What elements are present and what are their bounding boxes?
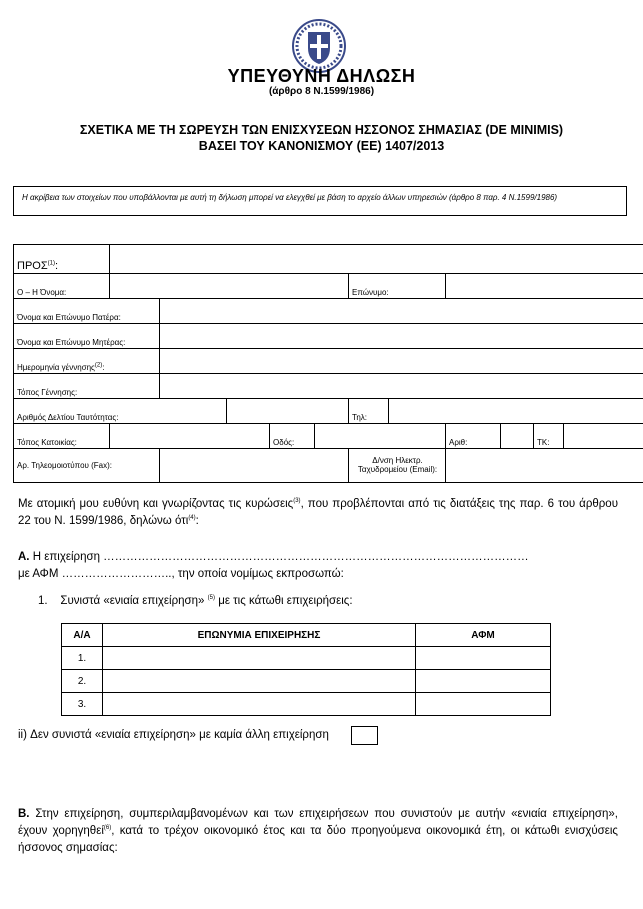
birthplace-label: Τόπος Γέννησης: bbox=[14, 374, 160, 399]
table-row bbox=[62, 670, 551, 693]
no-single-enterprise-checkbox[interactable] bbox=[351, 726, 378, 745]
company-name-cell[interactable] bbox=[103, 670, 416, 693]
fax-field[interactable] bbox=[160, 449, 349, 483]
section-a-item-2: ii) Δεν συνιστά «ενιαία επιχείρηση» με καμία άλλη επιχείρηση bbox=[18, 729, 329, 741]
email-field[interactable] bbox=[446, 449, 643, 483]
email-label: Δ/νση Ηλεκτρ. Ταχυδρομείου (Email): bbox=[349, 449, 446, 483]
to-field[interactable] bbox=[110, 245, 643, 274]
subject-line-1: ΣΧΕΤΙΚΑ ΜΕ ΤΗ ΣΩΡΕΥΣΗ ΤΩΝ ΕΝΙΣΧΥΣΕΩΝ ΗΣΣΟΝΟΣ ΣΗΜΑΣΙΑΣ (DE MINIMIS) bbox=[79, 123, 564, 137]
vat-cell[interactable] bbox=[416, 647, 551, 670]
row-number: 1. bbox=[62, 647, 103, 670]
mother-name-label: Όνομα και Επώνυμο Μητέρας: bbox=[14, 324, 160, 349]
street-label: Οδός: bbox=[270, 424, 315, 449]
single-enterprise-table bbox=[61, 623, 551, 716]
name-label: Ο – Η Όνομα: bbox=[14, 274, 110, 299]
subject-line-2: ΒΑΣΕΙ ΤΟΥ ΚΑΝΟΝΙΣΜΟΥ (ΕΕ) 1407/2013 bbox=[198, 139, 445, 153]
row-number: 3. bbox=[62, 693, 103, 716]
street-field[interactable] bbox=[315, 424, 446, 449]
birthdate-label: Ημερομηνία γέννησης$^{(2)}$: bbox=[14, 349, 160, 374]
name-field[interactable] bbox=[110, 274, 349, 299]
zip-label: ΤΚ: bbox=[534, 424, 564, 449]
id-number-label: Αριθμός Δελτίου Ταυτότητας: bbox=[14, 399, 227, 424]
document-subject bbox=[0, 122, 643, 154]
birthplace-field[interactable] bbox=[160, 374, 643, 399]
phone-field[interactable] bbox=[389, 399, 643, 424]
number-label: Αριθ: bbox=[446, 424, 501, 449]
table-row bbox=[62, 647, 551, 670]
vat-cell[interactable] bbox=[416, 693, 551, 716]
verification-notice: Η ακρίβεια των στοιχείων που υποβάλλονται με αυτή τη δήλωση μπορεί να ελεγχθεί με βάση το αρχείο άλλων υπηρεσιών (άρθρο 8 παρ. 4 Ν.1599/1986) bbox=[13, 186, 627, 216]
surname-field[interactable] bbox=[446, 274, 643, 299]
surname-label: Επώνυμο: bbox=[349, 274, 446, 299]
row-number: 2. bbox=[62, 670, 103, 693]
father-name-label: Όνομα και Επώνυμο Πατέρα: bbox=[14, 299, 160, 324]
residence-label: Τόπος Κατοικίας: bbox=[14, 424, 110, 449]
number-field[interactable] bbox=[501, 424, 534, 449]
id-number-field[interactable] bbox=[227, 399, 349, 424]
zip-field[interactable] bbox=[564, 424, 643, 449]
section-a-company: A. Η επιχείρηση ………………………………………………………………………………………………… με ΑΦΜ ……………………….., την οποία νομίμως εκπροσωπώ: bbox=[18, 551, 529, 580]
section-a-item-1: 1. Συνιστά «ενιαία επιχείρηση» $^{(5)}$ με τις κάτωθι επιχειρήσεις: bbox=[38, 595, 353, 607]
mother-name-field[interactable] bbox=[160, 324, 643, 349]
col-header-company-name: ΕΠΩΝΥΜΙΑ ΕΠΙΧΕΙΡΗΣΗΣ bbox=[103, 624, 416, 647]
father-name-field[interactable] bbox=[160, 299, 643, 324]
col-header-vat: ΑΦΜ bbox=[416, 624, 551, 647]
phone-label: Τηλ: bbox=[349, 399, 389, 424]
declaration-paragraph: Με ατομική μου ευθύνη και γνωρίζοντας τις κυρώσεις$^{(3)}$, που προβλέπονται από τις διατάξεις της παρ. 6 του άρθρου 22 του Ν. 1599/1986, δηλώνω ότι$^{(4)}$: bbox=[18, 498, 618, 527]
vat-cell[interactable] bbox=[416, 670, 551, 693]
to-label: ΠΡΟΣ$^{(1)}$: bbox=[14, 245, 110, 274]
personal-details-form bbox=[13, 244, 643, 483]
document-title: ΥΠΕΥΘΥΝΗ ΔΗΛΩΣΗ bbox=[227, 66, 416, 86]
birthdate-field[interactable] bbox=[160, 349, 643, 374]
residence-field[interactable] bbox=[110, 424, 270, 449]
document-subtitle: (άρθρο 8 Ν.1599/1986) bbox=[268, 86, 375, 97]
fax-label: Αρ. Τηλεομοιοτύπου (Fax): bbox=[14, 449, 160, 483]
col-header-aa: Α/Α bbox=[62, 624, 103, 647]
company-name-cell[interactable] bbox=[103, 693, 416, 716]
company-name-cell[interactable] bbox=[103, 647, 416, 670]
section-b-paragraph: B. Στην επιχείρηση, συμπεριλαμβανομένων και των επιχειρήσεων που συνιστούν με αυτήν «ενιαία επιχείρηση», έχουν χορηγηθεί$^{(6)}$, κατά το τρέχον οικονομικό έτος και τα δύο προηγούμενα οικονομικά έτη, οι κάτωθι ενισχύσεις ήσσονος σημασίας: bbox=[18, 808, 618, 854]
table-row bbox=[62, 693, 551, 716]
